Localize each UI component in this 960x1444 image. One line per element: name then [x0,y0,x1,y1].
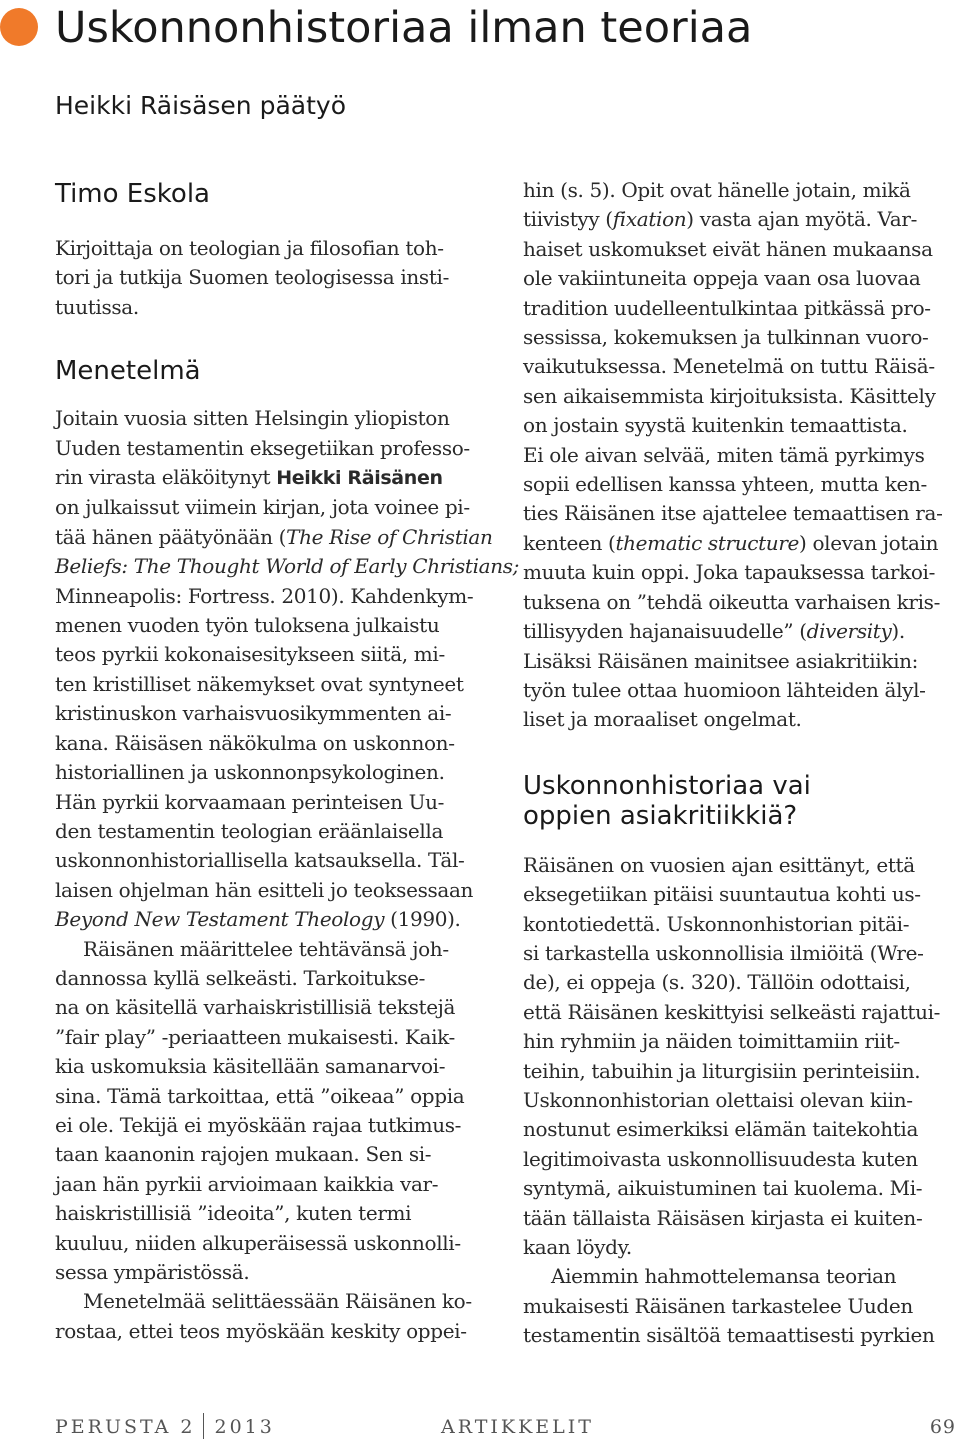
text-line: muuta kuin oppi. Joka tapauksessa tarkoi- [523,560,935,585]
text-span: ). Kahdenkym- [330,583,474,608]
text-line: testamentin sisältöä temaattisesti pyrkien [523,1323,935,1348]
text-span: kenteen ( [523,530,616,555]
text-line: on jostain syystä kuitenkin temaattista. [523,413,908,438]
text-line: kana. Räisäsen näkökulma on uskonnon- [55,730,455,755]
text-line: Aiemmin hahmottelemansa teorian [551,1264,897,1289]
text-line: laisen ohjelman hän esitteli jo teoksessaan [55,877,474,902]
paragraph [55,935,495,1288]
book-title-italic: Beyond New Testament Theology [55,907,385,932]
text-line: kaan löydy. [523,1235,632,1259]
text-span: tiivistyy ( [523,207,613,232]
text-span: ) olevan jotain [799,530,939,555]
text-line: tään tällaista Räisäsen kirjasta ei kuiten- [523,1205,923,1230]
author-bio [55,234,495,322]
text-line: Hän pyrkii korvaamaan perinteisen Uu- [55,789,445,814]
footer-publication [55,1412,275,1442]
text-line: tuksena on ”tehdä oikeutta varhaisen kris- [523,589,940,614]
text-line: rostaa, ettei teos myöskään keskity oppei- [55,1318,467,1343]
text-line: taan kaanonin rajojen mukaan. Sen si- [55,1142,432,1167]
right-column [523,176,960,1351]
text-line: liset ja moraaliset ongelmat. [523,707,802,732]
paragraph [55,404,520,934]
term-italic: diversity [806,619,892,644]
text-line: jaan hän pyrkii arvioimaan kaikkia var- [55,1171,439,1196]
text-line [55,552,520,581]
term-italic: thematic structure [615,530,800,555]
text-line: historiallinen ja uskonnonpsykologinen. [55,760,445,785]
text-line: kuuluu, niiden alkuperäisessä uskonnolli- [55,1230,461,1255]
text-line [55,582,495,611]
text-span: tillisyyden hajanaisuudelle” ( [523,619,807,644]
text-line: eksegetiikan pitäisi suuntautua kohti us- [523,882,921,907]
section-heading-method: Menetelmä [55,356,201,387]
text-line: legitimoivasta uskonnollisuudesta kuten [523,1146,918,1171]
book-title-italic: The Rise of Christian [286,524,493,549]
text-line: kontotiedettä. Uskonnonhistorian pitäi- [523,911,910,936]
text-line: työn tulee ottaa huomioon lähteiden älyl- [523,677,926,702]
text-line: ties Räisänen itse ajattelee temaattisen ra- [523,501,943,526]
text-line: menen vuoden työn tuloksena julkaistu [55,613,440,638]
text-line: Menetelmää selittäessään Räisänen ko- [83,1289,472,1314]
text-line: vaikutuksessa. Menetelmä on tuttu Räisä- [523,354,935,379]
text-line: ei ole. Tekijä ei myöskään rajaa tutkimus- [55,1112,462,1137]
text-span: ). [891,619,905,644]
text-span: ) vasta ajan myötä. Var- [686,207,917,232]
text-span: rin virasta eläköitynyt [55,465,277,490]
section-heading-history [523,771,960,831]
text-line: on julkaissut viimein kirjan, jota voinee pi- [55,495,470,520]
article-title: Uskonnonhistoriaa ilman teoriaa [55,3,753,53]
text-line: uskonnonhistoriallisella katsauksella. Täl- [55,848,465,873]
publication-year: 2013 [214,1416,275,1438]
text-line: ole vakiintuneita oppeja vaan osa luovaa [523,266,921,291]
section-heading-line: Uskonnonhistoriaa vai [523,770,811,801]
section-bullet-dot [0,8,38,46]
text-line: Räisänen on vuosien ajan esittänyt, että [523,852,915,877]
text-line: Uuden testamentin eksegetiikan professo- [55,435,470,460]
text-line: haiset uskomukset eivät hänen mukaansa [523,236,933,261]
text-line: na on käsitellä varhaiskristillisiä tekstejä [55,995,456,1020]
publication-name: PERUSTA 2 [55,1416,196,1438]
text-line: Uskonnonhistorian olettaisi olevan kiin- [523,1087,913,1112]
term-italic: fixation [612,207,687,232]
paragraph [523,851,960,1263]
text-line: mukaisesti Räisänen tarkastelee Uuden [523,1293,913,1318]
author-name: Timo Eskola [55,179,210,209]
text-line: tori ja tutkija Suomen teologisessa insti- [55,265,449,290]
text-span: (1990). [384,907,461,932]
footer-section: ARTIKKELIT [441,1416,594,1438]
book-title-italic: Beliefs: The Thought World of Early Christians; [55,554,520,579]
section-heading-line: oppien asiakritiikkiä? [523,800,798,831]
text-line: kia uskomuksia käsitellään samanarvoi- [55,1054,446,1079]
text-line: sen aikaisemmista kirjoituksista. Käsittely [523,383,936,408]
text-line: dannossa kyllä selkeästi. Tarkoitukse- [55,965,426,990]
text-line [523,617,960,646]
text-line: Ei ole aivan selvää, miten tämä pyrkimys [523,442,925,467]
text-line [55,463,495,493]
text-line: kristinuskon varhaisvuosikymmenten ai- [55,701,452,726]
text-line: ”fair play” -periaatteen mukaisesti. Kaik- [55,1024,455,1049]
text-line: de), ei oppeja (s. 320). Tällöin odottaisi, [523,970,911,995]
text-line [523,529,960,558]
page-number: 69 [929,1416,956,1438]
text-line: hin (s. 5). Opit ovat hänelle jotain, mikä [523,178,911,202]
text-line: Lisäksi Räisänen mainitsee asiakritiikin: [523,648,919,673]
text-span: Minneapolis: Fortress. 2010 [55,583,331,608]
text-line: syntymä, aikuistuminen tai kuolema. Mi- [523,1176,923,1201]
author-name-bold: Heikki Räisänen [276,467,443,490]
text-line: Räisänen määrittelee tehtävänsä joh- [83,936,449,961]
text-line: teos pyrkii kokonaisesitykseen siitä, mi- [55,642,445,667]
text-line: hin ryhmiin ja näiden toimittamiin riit- [523,1029,900,1054]
text-line [55,523,495,552]
text-line [523,205,960,234]
text-line: sina. Tämä tarkoittaa, että ”oikeaa” oppia [55,1083,465,1108]
paragraph [55,1287,495,1346]
text-line: den testamentin teologian eräänlaisella [55,818,444,843]
text-line [55,905,495,934]
text-line: nostunut esimerkiksi elämän taitekohtia [523,1117,919,1142]
paragraph [523,1262,960,1350]
text-line: tradition uudelleentulkintaa pitkässä pro- [523,295,931,320]
paragraph [523,176,960,735]
text-line: sopii edellisen kanssa yhteen, mutta ken- [523,472,927,497]
text-line: sessissa, kokemuksen ja tulkinnan vuoro- [523,325,929,350]
text-line: Joitain vuosia sitten Helsingin yliopiston [55,406,450,431]
article-subtitle: Heikki Räisäsen päätyö [55,91,347,120]
text-line: että Räisänen keskittyisi selkeästi rajattui- [523,999,941,1024]
footer-divider [203,1413,204,1439]
text-line: haiskristillisiä ”ideoita”, kuten termi [55,1201,412,1226]
text-line: sessa ympäristössä. [55,1260,250,1284]
text-line: Kirjoittaja on teologian ja filosofian toh- [55,236,444,260]
text-line: ten kristilliset näkemykset ovat syntyneet [55,671,464,696]
text-line: tuutissa. [55,294,139,319]
text-line: teihin, tabuihin ja liturgisiin perinteisiin. [523,1058,921,1083]
text-line: si tarkastella uskonnollisia ilmiöitä (Wre- [523,940,924,965]
text-span: tää hänen päätyönään ( [55,524,287,549]
left-column [55,176,520,1346]
